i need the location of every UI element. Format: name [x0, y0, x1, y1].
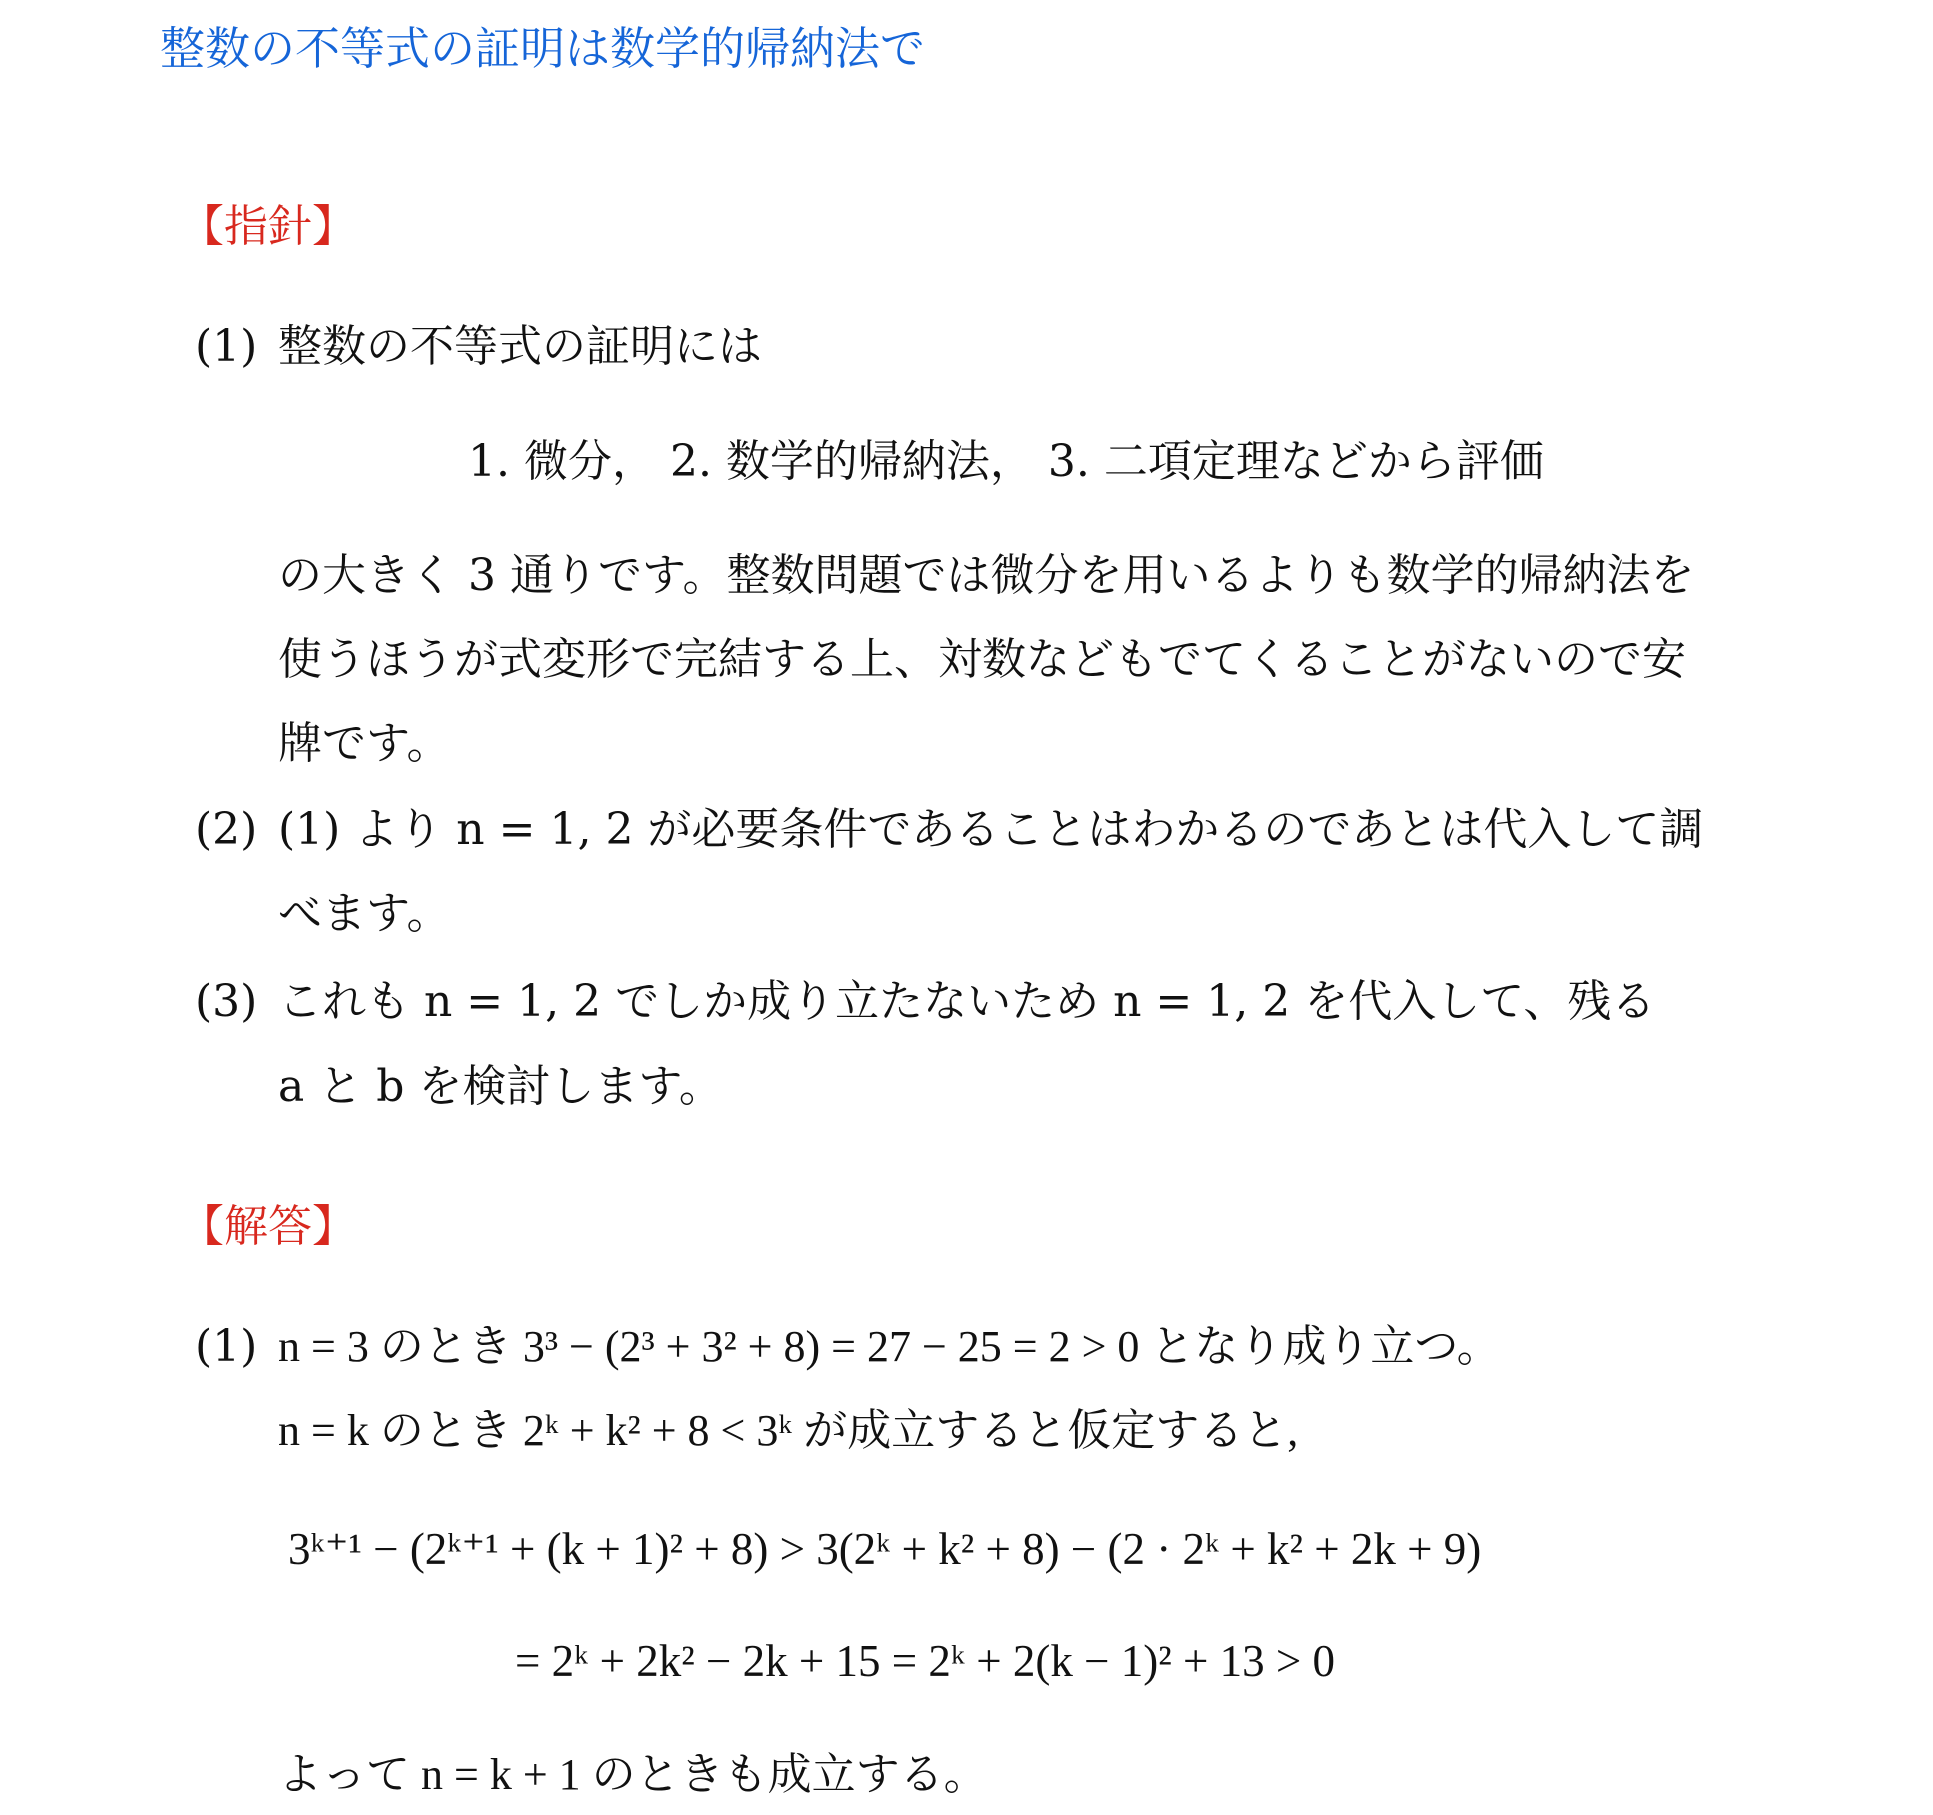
answer-conclusion: よって n = k + 1 のときも成立する。: [278, 1750, 988, 1799]
guideline-item3-number: (3): [195, 976, 258, 1027]
guideline-item1-number: (1): [195, 321, 258, 372]
answer-heading: 【解答】: [180, 1201, 356, 1252]
answer-line2: n = k のとき 2ᵏ + k² + 8 < 3ᵏ が成立すると仮定すると,: [278, 1406, 1299, 1455]
guideline-item2-line1: (1) より n = 1, 2 が必要条件であることはわかるのであとは代入して調: [278, 804, 1704, 855]
page-title: 整数の不等式の証明は数学的帰納法で: [160, 22, 926, 75]
guideline-item2-line2: べます。: [278, 888, 451, 939]
methods-line: 1. 微分， 2. 数学的帰納法， 3. 二項定理などから評価: [468, 436, 1544, 487]
guideline-item1-line4: 牌です。: [278, 718, 451, 769]
guideline-item2-number: (2): [195, 804, 258, 855]
guideline-item1-intro: 整数の不等式の証明には: [278, 321, 762, 372]
equation-1: 3ᵏ⁺¹ − (2ᵏ⁺¹ + (k + 1)² + 8) > 3(2ᵏ + k² + 8) − (2 · 2ᵏ + k² + 2k + 9): [288, 1524, 1482, 1574]
guideline-item3-line2: a と b を検討します。: [278, 1061, 723, 1112]
answer-line1: n = 3 のとき 3³ − (2³ + 3² + 8) = 27 − 25 = 2 > 0 となり成り立つ。: [278, 1322, 1501, 1371]
guideline-heading: 【指針】: [180, 201, 356, 252]
guideline-item1-line3: 使うほうが式変形で完結する上、対数などもでてくることがないので安: [278, 634, 1686, 685]
equation-2: = 2ᵏ + 2k² − 2k + 15 = 2ᵏ + 2(k − 1)² + 13 > 0: [515, 1636, 1335, 1686]
answer-item1-number: (1): [195, 1321, 258, 1372]
guideline-item3-line1: これも n = 1, 2 でしか成り立たないため n = 1, 2 を代入して、残る: [278, 976, 1656, 1027]
guideline-item1-line2: の大きく 3 通りです。整数問題では微分を用いるよりも数学的帰納法を: [278, 550, 1695, 601]
